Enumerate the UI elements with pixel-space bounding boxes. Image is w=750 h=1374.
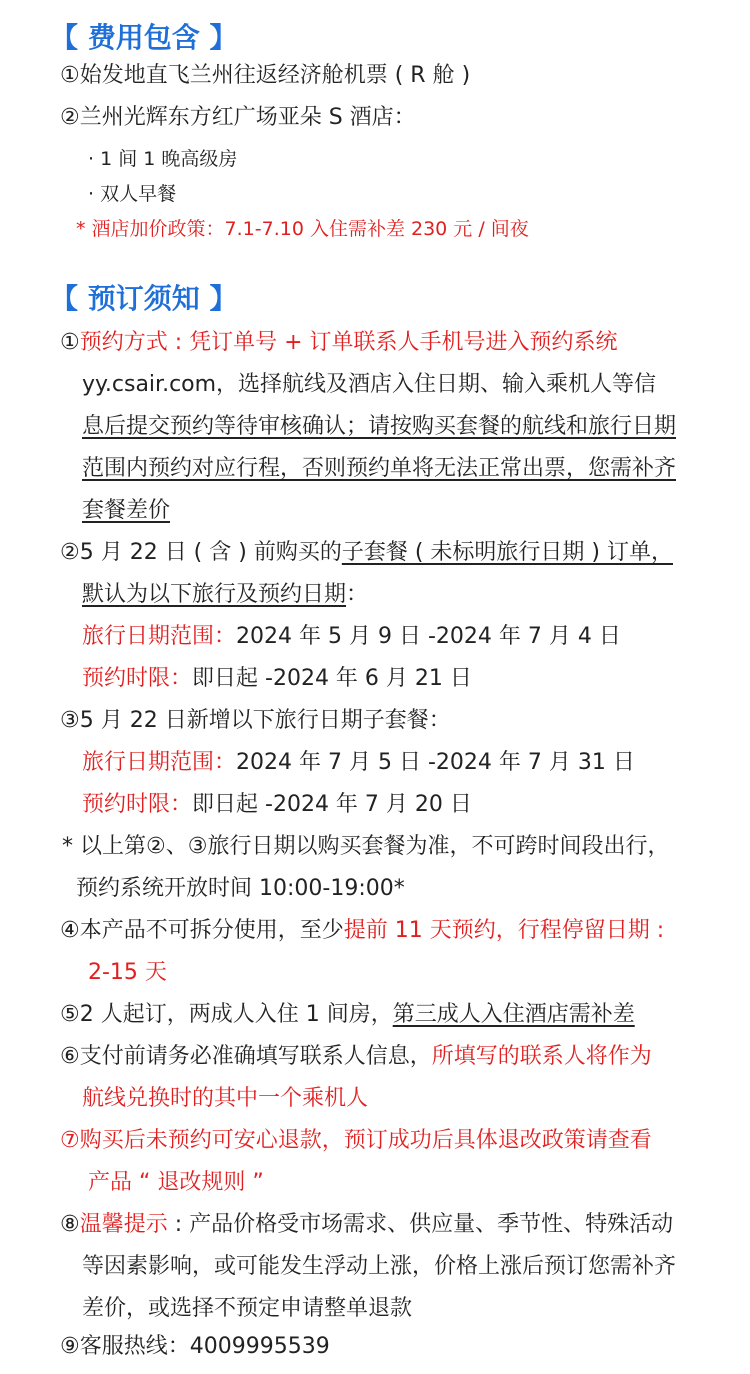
customer-service-hotline: ⑨客服热线：4009995539 bbox=[60, 1334, 330, 1359]
booking-method-text: 预约方式 : 凭订单号 + 订单联系人手机号进入预约系统 bbox=[79, 330, 618, 355]
item-marker: ⑧ bbox=[60, 1212, 80, 1237]
notice-item-6 bbox=[60, 1042, 652, 1072]
notice-item-8-line-3: 差价，或选择不预定申请整单退款 bbox=[82, 1296, 413, 1321]
travel-range-label: 旅行日期范围： bbox=[82, 624, 237, 649]
fees-hotel-note: * 酒店加价政策：7.1-7.10 入住需补差 230 元 / 间夜 bbox=[76, 218, 529, 240]
fees-item-flight: ①始发地直飞兰州往返经济舱机票 ( R 舱 ) bbox=[60, 63, 471, 88]
default-dates-text: 默认为以下旅行及预约日期 bbox=[82, 582, 347, 607]
booking-limit-value: 即日起 -2024 年 6 月 21 日 bbox=[192, 666, 472, 691]
item-4-prefix: ④本产品不可拆分使用，至少 bbox=[60, 918, 344, 943]
notice-item-1-line-3: 息后提交预约等待审核确认；请按购买套餐的航线和旅行日期 bbox=[82, 414, 677, 439]
item-2-travel-range bbox=[82, 622, 621, 652]
star-note-line-2: 预约系统开放时间 10:00-19:00* bbox=[76, 876, 405, 901]
fees-sub-room: · 1 间 1 晚高级房 bbox=[88, 148, 238, 170]
notice-item-7: ⑦购买后未预约可安心退款，预订成功后具体退改政策请查看 bbox=[60, 1128, 652, 1153]
notice-item-5 bbox=[60, 1000, 635, 1030]
fees-item-hotel: ②兰州光辉东方红广场亚朵 S 酒店： bbox=[60, 105, 416, 130]
warm-tip-label: 温馨提示 bbox=[79, 1212, 168, 1237]
contact-passenger-text: 所填写的联系人将作为 bbox=[431, 1044, 652, 1069]
star-note-line-1: * 以上第②、③旅行日期以购买套餐为准，不可跨时间段出行， bbox=[62, 834, 670, 859]
item-6-prefix: ⑥支付前请务必准确填写联系人信息， bbox=[60, 1044, 432, 1069]
fees-sub-breakfast: · 双人早餐 bbox=[88, 183, 177, 205]
notice-item-2 bbox=[60, 538, 673, 568]
refund-rules-text: 产品 “ 退改规则 ” bbox=[88, 1170, 264, 1195]
travel-range-value: 2024 年 5 月 9 日 -2024 年 7 月 4 日 bbox=[236, 624, 621, 649]
booking-limit-label: 预约时限： bbox=[82, 792, 193, 817]
stay-duration-text: 2-15 天 bbox=[88, 960, 167, 985]
notice-item-4 bbox=[60, 916, 664, 946]
third-adult-surcharge-text: 第三成人入住酒店需补差 bbox=[392, 1002, 635, 1027]
notice-item-1-line-2: yy.csair.com，选择航线及酒店入住日期、输入乘机人等信 bbox=[82, 372, 657, 397]
item-2-underlined: 子套餐 ( 未标明旅行日期 ) 订单， bbox=[341, 540, 673, 565]
notice-item-1-line-5: 套餐差价 bbox=[82, 498, 171, 523]
advance-booking-text: 提前 11 天预约，行程停留日期 : bbox=[343, 918, 665, 943]
notice-item-2-line-2 bbox=[82, 580, 368, 610]
item-3-booking-limit bbox=[82, 790, 472, 820]
notice-item-8-line-2: 等因素影响，或可能发生浮动上涨，价格上涨后预订您需补齐 bbox=[82, 1254, 677, 1279]
booking-limit-label: 预约时限： bbox=[82, 666, 193, 691]
notice-item-6-line-2: 航线兑换时的其中一个乘机人 bbox=[82, 1086, 369, 1111]
travel-range-label: 旅行日期范围： bbox=[82, 750, 237, 775]
item-2-booking-limit bbox=[82, 664, 472, 694]
notice-item-1 bbox=[60, 328, 618, 358]
item-marker: ① bbox=[60, 330, 80, 355]
item-5-prefix: ⑤2 人起订，两成人入住 1 间房， bbox=[60, 1002, 393, 1027]
fees-heading: 【 费用包含 】 bbox=[50, 21, 238, 54]
notice-heading: 【 预订须知 】 bbox=[50, 282, 238, 315]
travel-range-value: 2024 年 7 月 5 日 -2024 年 7 月 31 日 bbox=[236, 750, 635, 775]
notice-item-1-line-4: 范围内预约对应行程，否则预约单将无法正常出票，您需补齐 bbox=[82, 456, 677, 481]
booking-limit-value: 即日起 -2024 年 7 月 20 日 bbox=[192, 792, 472, 817]
notice-item-8 bbox=[60, 1210, 673, 1240]
notice-item-3: ③5 月 22 日新增以下旅行日期子套餐： bbox=[60, 708, 451, 733]
warm-tip-text: : 产品价格受市场需求、供应量、季节性、特殊活动 bbox=[167, 1212, 674, 1237]
item-2-prefix: ②5 月 22 日 ( 含 ) 前购买的 bbox=[60, 540, 342, 565]
colon: ： bbox=[346, 582, 369, 607]
item-3-travel-range bbox=[82, 748, 635, 778]
